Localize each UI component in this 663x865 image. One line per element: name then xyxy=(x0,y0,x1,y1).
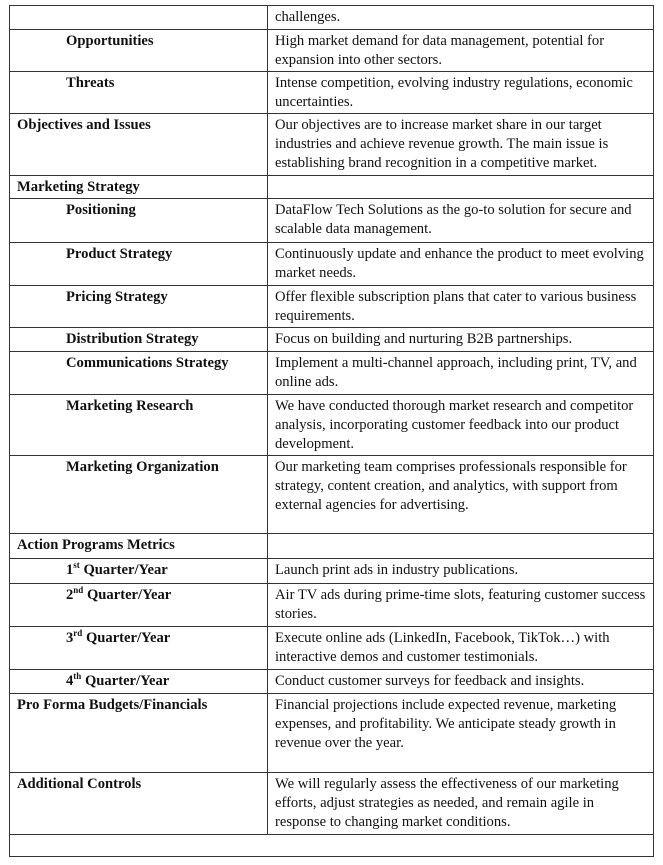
row-content: Offer flexible subscription plans that cater to various business requirements. xyxy=(268,286,654,328)
row-label: Marketing Research xyxy=(10,395,268,456)
quarter-content: Execute online ads (LinkedIn, Facebook, TikTok…) with interactive demos and customer testimonials. xyxy=(268,627,654,670)
quarter-text: Quarter/Year xyxy=(82,630,171,646)
row-label: Distribution Strategy xyxy=(10,328,268,352)
table-row xyxy=(10,456,654,534)
row-label: Marketing Organization xyxy=(10,456,268,534)
row-content: Implement a multi-channel approach, including print, TV, and online ads. xyxy=(268,352,654,395)
row-label: Marketing Strategy xyxy=(10,176,268,199)
row-label: Additional Controls xyxy=(10,773,268,835)
table-row xyxy=(10,694,654,773)
quarter-number: 1 xyxy=(66,562,74,578)
table-row xyxy=(10,199,654,243)
row-label: Pro Forma Budgets/Financials xyxy=(10,694,268,773)
row-content: DataFlow Tech Solutions as the go-to solution for secure and scalable data management. xyxy=(268,199,654,243)
row-label: Threats xyxy=(10,72,268,114)
quarter-text: Quarter/Year xyxy=(81,673,170,689)
row-content: challenges. xyxy=(268,6,654,30)
row-label: Communications Strategy xyxy=(10,352,268,395)
row-content: Continuously update and enhance the product to meet evolving market needs. xyxy=(268,243,654,286)
table-row xyxy=(10,114,654,176)
table-row xyxy=(10,395,654,456)
row-content: We will regularly assess the effectiveness of our marketing efforts, adjust strategies as needed, and remain agile in response to changing market conditions. xyxy=(268,773,654,835)
row-content xyxy=(268,534,654,559)
table-row xyxy=(10,6,654,30)
quarter-number: 3 xyxy=(66,630,74,646)
marketing-plan-table xyxy=(9,5,654,857)
row-label: Objectives and Issues xyxy=(10,114,268,176)
row-content: Intense competition, evolving industry regulations, economic uncertainties. xyxy=(268,72,654,114)
quarter-number: 2 xyxy=(66,587,74,603)
quarter-row xyxy=(10,584,654,627)
quarter-content: Air TV ads during prime-time slots, featuring customer success stories. xyxy=(268,584,654,627)
table-row xyxy=(10,243,654,286)
quarter-ordinal: rd xyxy=(73,628,83,639)
row-label: Opportunities xyxy=(10,30,268,72)
row-content: High market demand for data management, potential for expansion into other sectors. xyxy=(268,30,654,72)
quarter-row xyxy=(10,670,654,694)
table-row xyxy=(10,328,654,352)
quarter-row xyxy=(10,627,654,670)
row-label: Pricing Strategy xyxy=(10,286,268,328)
row-label: Action Programs Metrics xyxy=(10,534,268,559)
table-row xyxy=(10,72,654,114)
row-content: Focus on building and nurturing B2B partnerships. xyxy=(268,328,654,352)
row-label: Positioning xyxy=(10,199,268,243)
quarter-number: 4 xyxy=(66,673,74,689)
quarter-label xyxy=(10,670,268,694)
quarter-ordinal: st xyxy=(73,560,80,571)
table-row xyxy=(10,352,654,395)
table-row xyxy=(10,286,654,328)
quarter-ordinal: th xyxy=(73,671,82,682)
row-content: Our objectives are to increase market share in our target industries and achieve revenue growth. The main issue is establishing brand recognition in a competitive market. xyxy=(268,114,654,176)
row-content: We have conducted thorough market research and competitor analysis, incorporating customer feedback into our product development. xyxy=(268,395,654,456)
row-label: Product Strategy xyxy=(10,243,268,286)
quarter-label xyxy=(10,584,268,627)
row-label xyxy=(10,6,268,30)
empty-cell xyxy=(10,835,654,857)
quarter-text: Quarter/Year xyxy=(79,562,168,578)
empty-row xyxy=(10,835,654,857)
quarter-label xyxy=(10,559,268,584)
table-row xyxy=(10,30,654,72)
quarter-content: Launch print ads in industry publications. xyxy=(268,559,654,584)
row-content: Financial projections include expected revenue, marketing expenses, and profitability. We anticipate steady growth in revenue over the year. xyxy=(268,694,654,773)
table-row xyxy=(10,176,654,199)
quarter-row xyxy=(10,559,654,584)
table-row xyxy=(10,534,654,559)
quarter-ordinal: nd xyxy=(73,585,84,596)
quarter-text: Quarter/Year xyxy=(83,587,172,603)
quarter-content: Conduct customer surveys for feedback and insights. xyxy=(268,670,654,694)
table-row xyxy=(10,773,654,835)
row-content: Our marketing team comprises professionals responsible for strategy, content creation, and analytics, with support from external agencies for advertising. xyxy=(268,456,654,534)
quarter-label xyxy=(10,627,268,670)
row-content xyxy=(268,176,654,199)
